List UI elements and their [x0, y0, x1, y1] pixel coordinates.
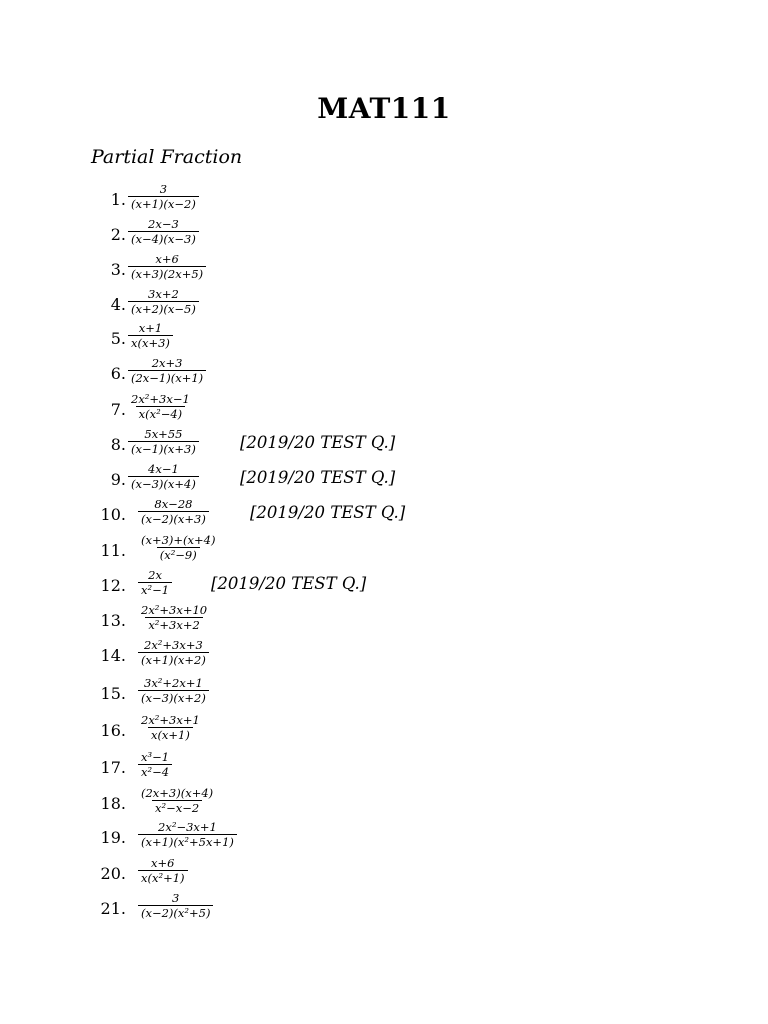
fraction-numerator: x+6 — [155, 252, 179, 266]
fraction — [128, 217, 199, 246]
fraction-numerator: 2x−3 — [148, 217, 179, 231]
fraction-numerator: 3x²+2x+1 — [144, 676, 203, 690]
fraction-denominator: (x−3)(x+4) — [128, 476, 199, 491]
fraction-denominator: x(x+1) — [148, 727, 193, 742]
problem-number: 4. — [110, 295, 126, 314]
problem-number: 14. — [100, 646, 126, 665]
fraction-denominator: x²−x−2 — [152, 800, 202, 815]
fraction — [138, 820, 237, 849]
fraction — [138, 750, 172, 779]
fraction-numerator: x³−1 — [141, 750, 170, 764]
fraction-denominator: (x−2)(x+3) — [138, 511, 209, 526]
problem-number: 16. — [100, 721, 126, 740]
fraction-denominator: (x−3)(x+2) — [138, 690, 209, 705]
fraction-numerator: (x+3)+(x+4) — [141, 533, 216, 547]
fraction — [128, 252, 206, 281]
fraction-numerator: 2x²+3x+1 — [141, 713, 200, 727]
fraction-numerator: 2x²+3x+3 — [144, 638, 203, 652]
problem-number: 18. — [100, 794, 126, 813]
fraction-denominator: (x−4)(x−3) — [128, 231, 199, 246]
fraction-denominator: (2x−1)(x+1) — [128, 370, 206, 385]
fraction-numerator: 3 — [159, 182, 168, 196]
fraction-denominator: x²+3x+2 — [145, 617, 203, 632]
problem-number: 1. — [110, 190, 126, 209]
fraction-denominator: x²−1 — [138, 582, 172, 597]
fraction — [128, 356, 206, 385]
fraction-numerator: x+1 — [138, 321, 163, 335]
fraction-numerator: 4x−1 — [148, 462, 179, 476]
problem-number: 8. — [110, 435, 126, 454]
fraction-denominator: x(x²−4) — [136, 406, 186, 421]
fraction — [138, 786, 216, 815]
fraction-denominator: (x²−9) — [157, 547, 200, 562]
fraction-denominator: x²−4 — [138, 764, 172, 779]
fraction-denominator: x(x²+1) — [138, 870, 188, 885]
problem-number: 2. — [110, 225, 126, 244]
problem-number: 20. — [100, 864, 126, 883]
fraction — [138, 891, 213, 920]
test-question-note: [2019/20 TEST Q.] — [250, 503, 406, 522]
fraction-denominator: (x−2)(x²+5) — [138, 905, 213, 920]
fraction-denominator: (x+2)(x−5) — [128, 301, 199, 316]
problem-number: 17. — [100, 758, 126, 777]
fraction-denominator: (x+1)(x+2) — [138, 652, 209, 667]
fraction — [138, 713, 203, 742]
problem-number: 7. — [110, 400, 126, 419]
fraction — [138, 603, 210, 632]
fraction-denominator: (x+1)(x−2) — [128, 196, 199, 211]
fraction — [128, 427, 199, 456]
fraction — [138, 497, 209, 526]
fraction-numerator: (2x+3)(x+4) — [141, 786, 214, 800]
fraction-numerator: 2x+3 — [151, 356, 183, 370]
problem-number: 12. — [100, 576, 126, 595]
test-question-note: [2019/20 TEST Q.] — [240, 433, 396, 452]
fraction — [128, 392, 193, 421]
fraction — [138, 856, 188, 885]
problem-number: 10. — [100, 505, 126, 524]
fraction-numerator: 3 — [172, 891, 180, 905]
fraction-numerator: 2x — [148, 568, 162, 582]
fraction — [138, 638, 209, 667]
fraction-numerator: 3x+2 — [148, 287, 179, 301]
fraction-numerator: 2x²−3x+1 — [158, 820, 217, 834]
fraction — [128, 321, 173, 350]
problem-number: 19. — [100, 828, 126, 847]
fraction — [128, 462, 199, 491]
problem-number: 6. — [110, 364, 126, 383]
fraction — [138, 568, 172, 597]
problem-number: 5. — [110, 329, 126, 348]
problem-number: 13. — [100, 611, 126, 630]
section-subtitle: Partial Fraction — [91, 146, 243, 168]
fraction-numerator: 2x²+3x−1 — [131, 392, 190, 406]
fraction — [138, 676, 209, 705]
test-question-note: [2019/20 TEST Q.] — [240, 468, 396, 487]
fraction-denominator: (x−1)(x+3) — [128, 441, 199, 456]
problem-number: 3. — [110, 260, 126, 279]
fraction-numerator: 5x+55 — [144, 427, 183, 441]
fraction-numerator: 8x−28 — [154, 497, 193, 511]
test-question-note: [2019/20 TEST Q.] — [211, 574, 367, 593]
fraction — [138, 533, 218, 562]
fraction-numerator: x+6 — [151, 856, 175, 870]
problem-number: 11. — [100, 541, 126, 560]
fraction-denominator: x(x+3) — [128, 335, 173, 350]
page-title: MAT111 — [317, 92, 451, 125]
fraction — [128, 182, 199, 211]
problem-number: 21. — [100, 899, 126, 918]
fraction-denominator: (x+3)(2x+5) — [128, 266, 206, 281]
fraction — [128, 287, 199, 316]
problem-number: 15. — [100, 684, 126, 703]
problem-number: 9. — [110, 470, 126, 489]
fraction-numerator: 2x²+3x+10 — [141, 603, 208, 617]
fraction-denominator: (x+1)(x²+5x+1) — [138, 834, 237, 849]
